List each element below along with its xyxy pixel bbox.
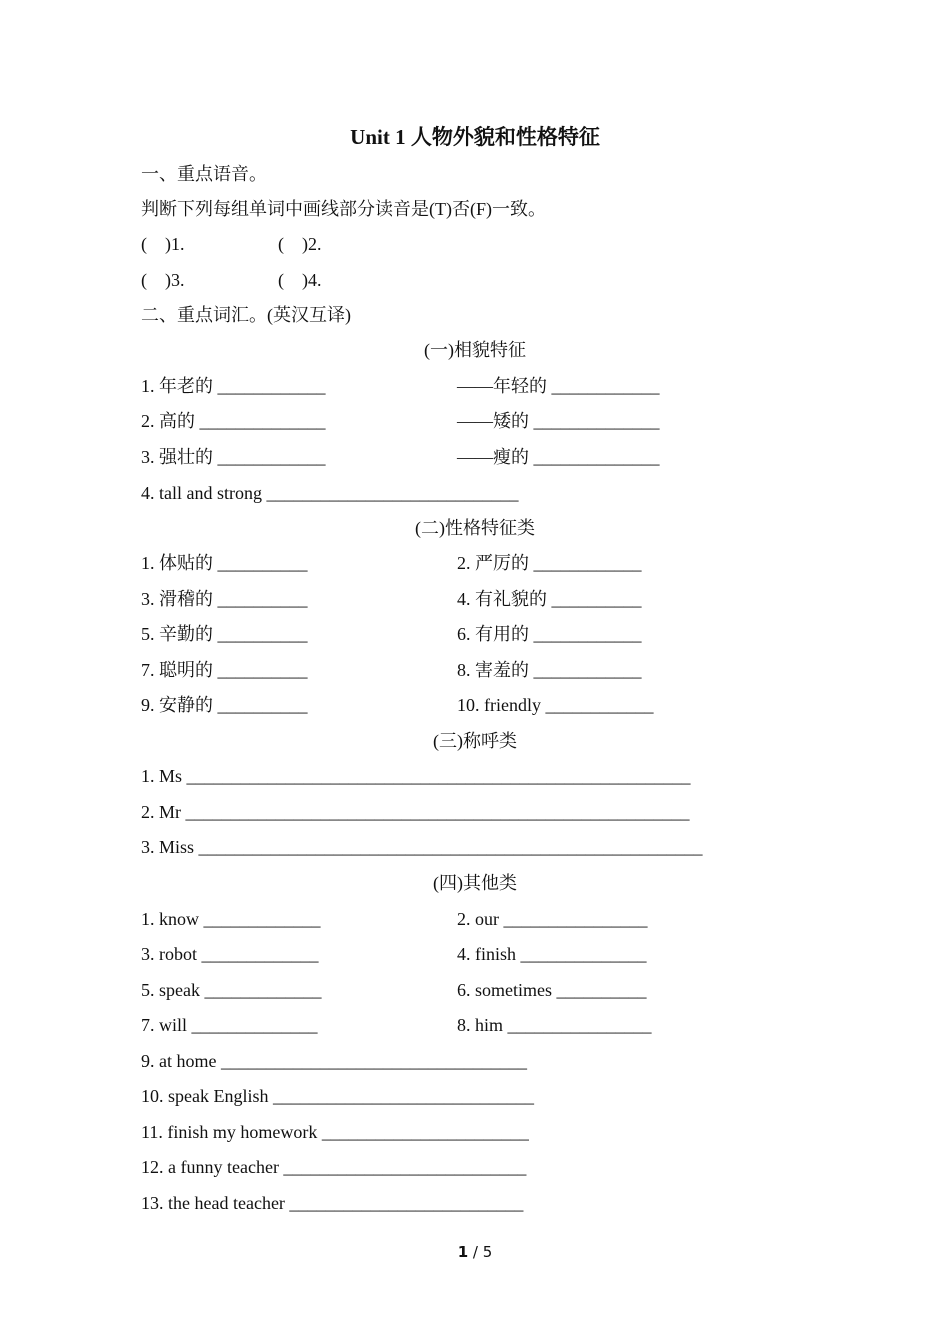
vocab-item: 9. at home __________________________________ — [141, 1051, 527, 1071]
vocab-item: ——矮的 ______________ — [457, 411, 660, 431]
vocab-item: 9. 安静的 __________ — [141, 695, 308, 715]
vocab-item: 6. 有用的 ____________ — [457, 624, 642, 644]
vocab-item: 11. finish my homework _______________________ — [141, 1122, 529, 1142]
vocab-item: 10. speak English _____________________________ — [141, 1086, 534, 1106]
vocab-item: ——瘦的 ______________ — [457, 447, 660, 467]
vocab-item: 2. our ________________ — [457, 909, 648, 929]
vocab-item: 7. will ______________ — [141, 1015, 318, 1035]
vocab-item: 2. Mr ________________________________________________________ — [141, 802, 690, 822]
phonics-item: ( )1. — [141, 234, 185, 254]
phonics-item: ( )4. — [278, 270, 322, 290]
vocab-item: 4. tall and strong ____________________________ — [141, 483, 519, 503]
part3-heading: (三)称呼类 — [433, 731, 517, 751]
total-pages: 5 — [482, 1243, 493, 1261]
vocab-item: 1. Ms ________________________________________________________ — [141, 766, 691, 786]
current-page: 1 — [457, 1243, 469, 1261]
vocab-item: 5. speak _____________ — [141, 980, 322, 1000]
vocab-item: 6. sometimes __________ — [457, 980, 647, 1000]
vocab-item: 1. know _____________ — [141, 909, 321, 929]
vocab-item: 8. 害羞的 ____________ — [457, 660, 642, 680]
vocab-item: ——年轻的 ____________ — [457, 376, 660, 396]
section1-heading: 一、重点语音。 — [141, 164, 267, 184]
phonics-item: ( )2. — [278, 234, 322, 254]
vocab-item: 8. him ________________ — [457, 1015, 652, 1035]
vocab-item: 1. 年老的 ____________ — [141, 376, 326, 396]
section1-instruction: 判断下列每组单词中画线部分读音是(T)否(F)一致。 — [141, 199, 546, 219]
phonics-item: ( )3. — [141, 270, 185, 290]
part4-heading: (四)其他类 — [433, 873, 517, 893]
vocab-item: 3. Miss ________________________________________________________ — [141, 837, 703, 857]
vocab-item: 10. friendly ____________ — [457, 695, 654, 715]
section2-heading: 二、重点词汇。(英汉互译) — [141, 305, 351, 325]
vocab-item: 3. 滑稽的 __________ — [141, 589, 308, 609]
vocab-item: 2. 严厉的 ____________ — [457, 553, 642, 573]
vocab-item: 3. robot _____________ — [141, 944, 319, 964]
vocab-item: 7. 聪明的 __________ — [141, 660, 308, 680]
part2-heading: (二)性格特征类 — [415, 518, 535, 538]
vocab-item: 3. 强壮的 ____________ — [141, 447, 326, 467]
part1-heading: (一)相貌特征 — [424, 340, 526, 360]
vocab-item: 4. finish ______________ — [457, 944, 647, 964]
vocab-item: 13. the head teacher __________________________ — [141, 1193, 524, 1213]
vocab-item: 5. 辛勤的 __________ — [141, 624, 308, 644]
page-separator: / — [468, 1243, 483, 1261]
vocab-item: 4. 有礼貌的 __________ — [457, 589, 642, 609]
page-title: Unit 1 人物外貌和性格特征 — [350, 125, 600, 149]
vocab-item: 1. 体贴的 __________ — [141, 553, 308, 573]
vocab-item: 2. 高的 ______________ — [141, 411, 326, 431]
page-number — [0, 1243, 950, 1261]
vocab-item: 12. a funny teacher ___________________________ — [141, 1157, 527, 1177]
